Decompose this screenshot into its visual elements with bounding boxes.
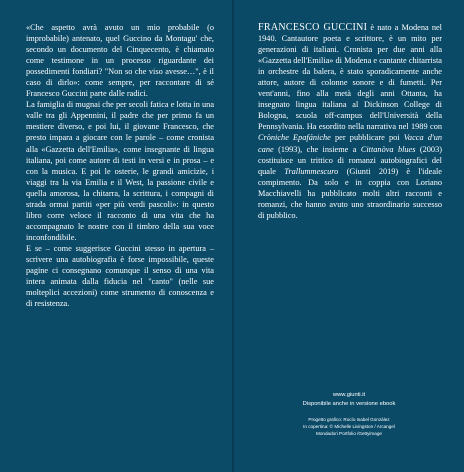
author-bio [258, 22, 442, 221]
bio-text-1: è nato a Modena nel 1940. Cantautore poeta e scrittore, è un mito per generazioni di italiani. Cronista per due anni alla «Gazzetta dell'Emilia» di Modena e cantante chitarrista in orchestre da balera, è stato sporadicamente anche attore, autore di colonne sonore e di fumetti. Per vent'anni, fino alla metà degli anni Ottanta, ha insegnato lingua italiana al Dickinson College di Bologna, scuola off-campus dell'Università della Pennsylvania. Ha esordito nella narrativa nel 1989 con [258, 23, 442, 132]
bio-text-3: (1993), che insieme a [273, 144, 361, 154]
bio-text-5: (Giunti 2019) è l'ideale compimento. Da solo e in coppia con Loriano Macchiavelli ha pubblicato molti altri racconti e romanzi, che hanno avuto uno straordinario successo di pubblico. [258, 166, 442, 220]
synopsis-text [26, 22, 214, 309]
author-name: FRANCESCO GUCCINI [258, 22, 368, 33]
synopsis-paragraph-3: E se – come suggerisce Guccini stesso in apertura – scrivere una autobiografia è forse impossibile, queste pagine ci consegnano comunque il senso di una vita intera animata dalla fiducia nel "canto" (nelle sue molteplici accezioni) come strumento di conoscenza e di resistenza. [26, 243, 214, 309]
cover-credit: In copertina: © Michelle Livingston / Arcangel [303, 424, 395, 429]
bio-text-4: (2003) costituisce un trittico di romanzi autobiografici del quale [258, 144, 442, 176]
credits [234, 416, 464, 437]
synopsis-paragraph-2: La famiglia di mugnai che per secoli fatica e lotta in una valle tra gli Appennini, il padre che per primo fa un mestiere diverso, e poi lui, il giovane Francesco, che presto impara a giocare con le parole – come cronista alla «Gazzetta dell'Emilia», come insegnante di lingua italiana, poi come autore di testi in versi e in prosa – e con la musica. E poi le osterie, le grandi amicizie, i viaggi tra la via Emilia e il West, la passione civile e quella amorosa, la chitarra, la scrittura, i compagni di strada ormai partiti «per più verdi pascoli»: in questo libro corre veloce il racconto di una vita che ha accompagnato le nostre con il timbro della sua voce inconfondibile. [26, 100, 214, 242]
book-title-vacca: Vacca d'un cane [258, 133, 442, 154]
design-credit: Progetto grafico: Rocío Isabel González [308, 417, 390, 422]
ebook-notice: Disponibile anche in versione ebook [302, 401, 396, 407]
bio-text-2: per pubblicare poi [330, 133, 404, 143]
photo-credit: Mondadori Portfolio /Gettyimage [316, 431, 382, 436]
book-title-trallummescuro: Trallummescuro [284, 166, 339, 176]
book-title-cittanova: Cittanòva blues [360, 144, 416, 154]
book-title-croniche: Cròniche Epafániche [258, 133, 331, 143]
synopsis-paragraph-1: «Che aspetto avrà avuto un mio probabile (o improbabile) antenato, quel Guccino da Montagu' che, secondo un documento del Cinquecento, è chiamato come testimone in un processo riguardante dei possedimenti fondiari? "Non so che viso avesse…", è il caso di dirlo»: come sempre, per raccontare di sé Francesco Guccini parte dalle radici. [26, 23, 214, 99]
publisher-url: www.giunti.it [332, 392, 366, 398]
